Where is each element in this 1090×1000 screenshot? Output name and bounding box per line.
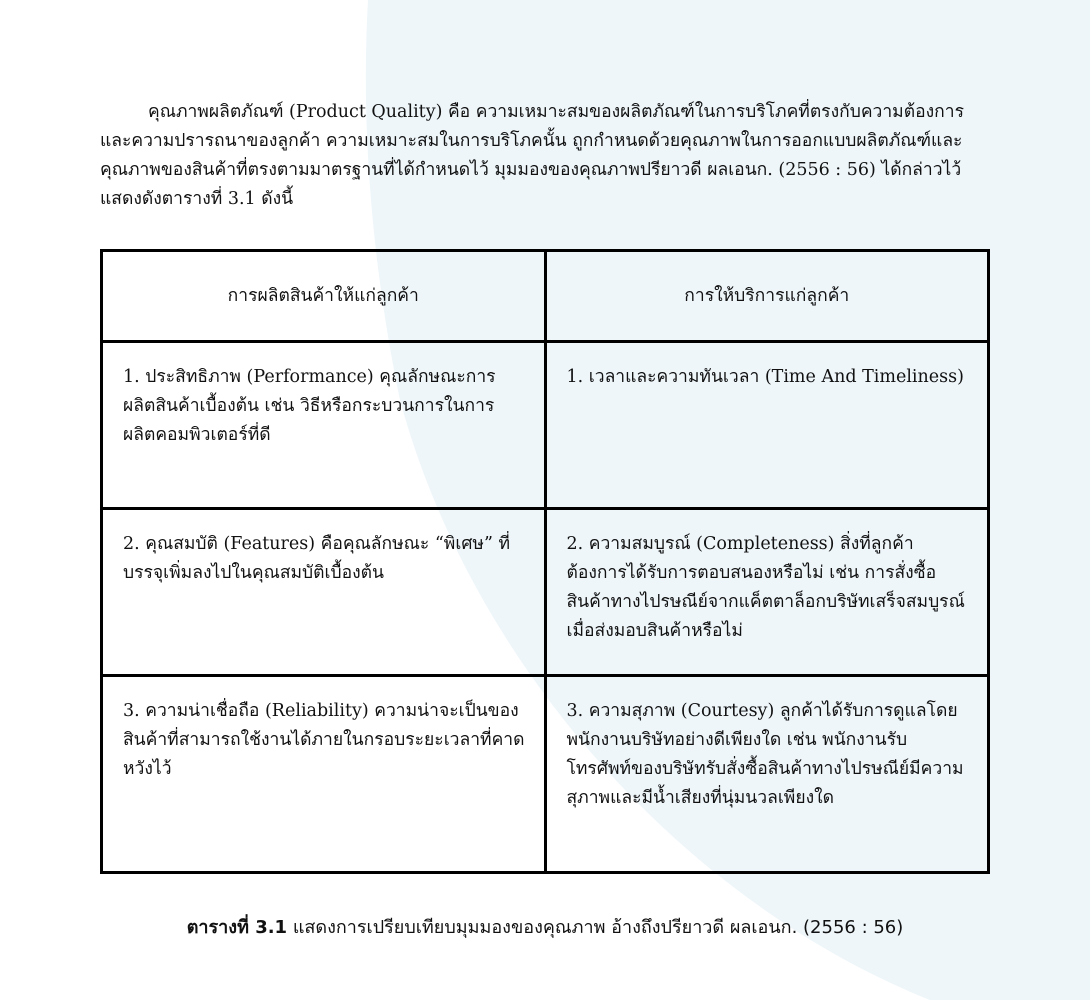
- caption-text: แสดงการเปรียบเทียบมุมมองของคุณภาพ อ้างถึงปรียาวดี ผลเอนก. (2556 : 56): [287, 917, 904, 938]
- table-cell-features: 2. คุณสมบัติ (Features) คือคุณลักษณะ “พิเศษ” ที่บรรจุเพิ่มลงไปในคุณสมบัติเบื้องต้น: [102, 509, 546, 676]
- table-caption: [0, 914, 1090, 942]
- table-cell-courtesy: 3. ความสุภาพ (Courtesy) ลูกค้าได้รับการดูแลโดยพนักงานบริษัทอย่างดีเพียงใด เช่น พนักงานรับโทรศัพท์ของบริษัทรับสั่งซื้อสินค้าทางไปรษณีย์มีความสุภาพและมีน้ำเสียงที่นุ่มนวลเพียงใด: [545, 676, 989, 873]
- header-product-manufacturing: การผลิตสินค้าให้แก่ลูกค้า: [102, 251, 546, 342]
- header-customer-service: การให้บริการแก่ลูกค้า: [545, 251, 989, 342]
- caption-label: ตารางที่ 3.1: [186, 917, 288, 938]
- table-cell-reliability: 3. ความน่าเชื่อถือ (Reliability) ความน่าจะเป็นของสินค้าที่สามารถใช้งานได้ภายในกรอบระยะเวลาที่คาดหวังไว้: [102, 676, 546, 873]
- table-row: [102, 509, 989, 676]
- quality-comparison-table: [100, 249, 990, 874]
- table-header-row: [102, 251, 989, 342]
- table-cell-completeness: 2. ความสมบูรณ์ (Completeness) สิ่งที่ลูกค้าต้องการได้รับการตอบสนองหรือไม่ เช่น การสั่งซื้อสินค้าทางไปรษณีย์จากแค็ตตาล็อกบริษัทเสร็จสมบูรณ์เมื่อส่งมอบสินค้าหรือไม่: [545, 509, 989, 676]
- intro-paragraph: คุณภาพผลิตภัณฑ์ (Product Quality) คือ ความเหมาะสมของผลิตภัณฑ์ในการบริโภคที่ตรงกับความต้องการและความปรารถนาของลูกค้า ความเหมาะสมในการบริโภคนั้น ถูกกำหนดด้วยคุณภาพในการออกแบบผลิตภัณฑ์และคุณภาพของสินค้าที่ตรงตามมาตรฐานที่ได้กำหนดไว้ มุมมองของคุณภาพปรียาวดี ผลเอนก. (2556 : 56) ได้กล่าวไว้แสดงดังตารางที่ 3.1 ดังนี้: [100, 102, 964, 209]
- table-row: [102, 676, 989, 873]
- table-row: [102, 342, 989, 509]
- table-cell-time-timeliness: 1. เวลาและความทันเวลา (Time And Timeliness): [545, 342, 989, 509]
- table-cell-performance: 1. ประสิทธิภาพ (Performance) คุณลักษณะการผลิตสินค้าเบื้องต้น เช่น วิธีหรือกระบวนการในการผลิตคอมพิวเตอร์ที่ดี: [102, 342, 546, 509]
